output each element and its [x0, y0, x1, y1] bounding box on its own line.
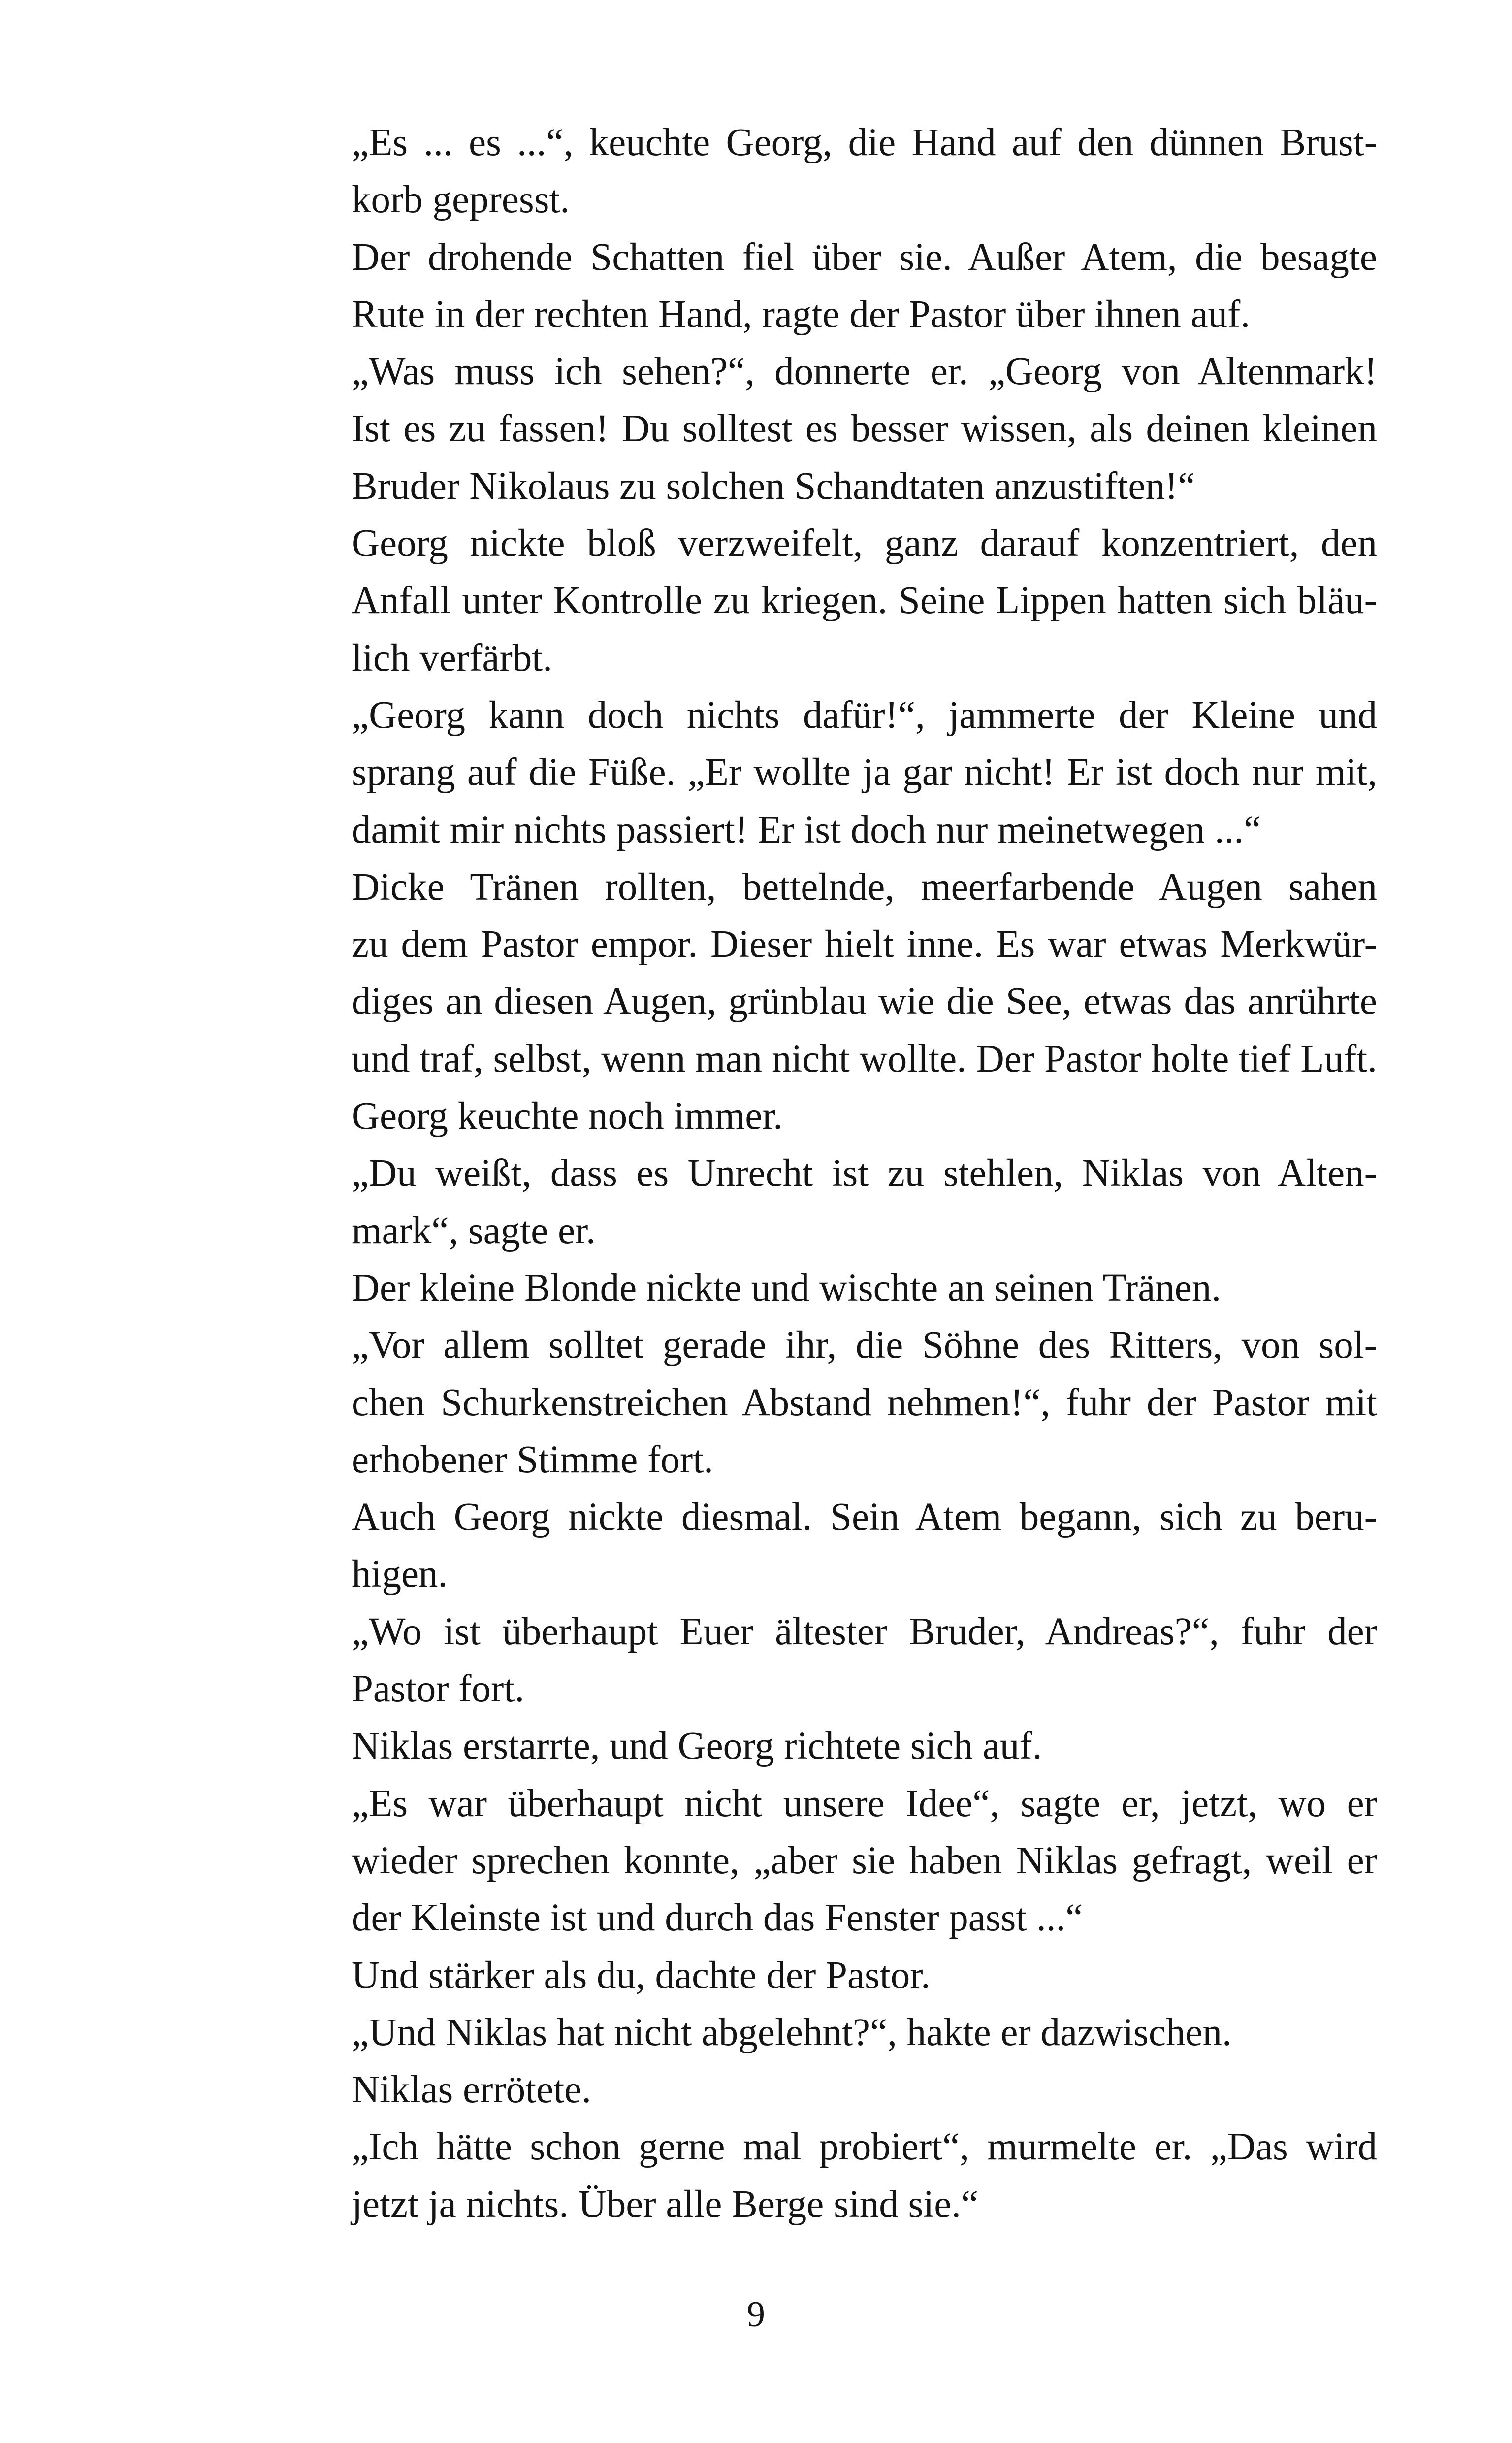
text-line: Der kleine Blonde nickte und wischte an seinen Tränen. — [352, 1266, 1222, 1309]
text-line: erhobener Stimme fort. — [352, 1438, 713, 1481]
paragraph — [294, 1260, 1377, 1317]
text-line: Georg keuchte noch immer. — [352, 1095, 783, 1138]
paragraph — [294, 2004, 1377, 2061]
paragraph — [294, 2118, 1377, 2233]
paragraph — [294, 229, 1377, 344]
paragraph — [294, 114, 1377, 229]
text-line: Bruder Nikolaus zu solchen Schandtaten anzustiften!“ — [352, 464, 1195, 508]
paragraph — [294, 859, 1377, 1145]
paragraph — [294, 1718, 1377, 1775]
paragraph — [294, 1317, 1377, 1489]
text-line: „Wo ist überhaupt Euer ältester Bruder, Andreas?“, fuhr der — [352, 1610, 1377, 1653]
text-line: und traf, selbst, wenn man nicht wollte. Der Pastor holte tief Luft. — [352, 1037, 1377, 1080]
paragraph — [294, 1489, 1377, 1603]
text-line: Auch Georg nickte diesmal. Sein Atem begann, sich zu beru- — [352, 1496, 1377, 1539]
text-line: „Georg kann doch nichts dafür!“, jammerte der Kleine und — [352, 693, 1377, 737]
text-line: „Du weißt, dass es Unrecht ist zu stehlen, Niklas von Alten- — [352, 1152, 1377, 1195]
text-line: „Vor allem solltet gerade ihr, die Söhne des Ritters, von sol- — [352, 1324, 1377, 1367]
text-line: wieder sprechen konnte, „aber sie haben Niklas gefragt, weil er — [352, 1839, 1377, 1882]
text-line: diges an diesen Augen, grünblau wie die See, etwas das anrührte — [352, 980, 1377, 1023]
text-line: chen Schurkenstreichen Abstand nehmen!“, fuhr der Pastor mit — [352, 1381, 1377, 1424]
paragraph — [294, 2061, 1377, 2118]
text-line: „Und Niklas hat nicht abgelehnt?“, hakte er dazwischen. — [352, 2011, 1232, 2054]
text-line: der Kleinste ist und durch das Fenster passt ...“ — [352, 1896, 1083, 1940]
text-line: Pastor fort. — [352, 1667, 525, 1711]
text-line: Der drohende Schatten fiel über sie. Außer Atem, die besagte — [352, 235, 1377, 279]
text-line: sprang auf die Füße. „Er wollte ja gar nicht! Er ist doch nur mit, — [352, 751, 1377, 794]
paragraph — [294, 1603, 1377, 1718]
text-line: Anfall unter Kontrolle zu kriegen. Seine Lippen hatten sich bläu- — [352, 579, 1377, 622]
text-line: Rute in der rechten Hand, ragte der Pastor über ihnen auf. — [352, 293, 1251, 336]
text-line: Dicke Tränen rollten, bettelnde, meerfarbende Augen sahen — [352, 865, 1377, 909]
text-line: Ist es zu fassen! Du solltest es besser wissen, als deinen kleinen — [352, 407, 1377, 451]
text-line: korb gepresst. — [352, 178, 570, 222]
text-line: zu dem Pastor empor. Dieser hielt inne. Es war etwas Merkwür- — [352, 923, 1377, 966]
text-line: damit mir nichts passiert! Er ist doch nur meinetwegen ...“ — [352, 808, 1261, 851]
text-line: Niklas erstarrte, und Georg richtete sich auf. — [352, 1725, 1042, 1768]
text-line: lich verfärbt. — [352, 636, 552, 680]
text-line: „Es ... es ...“, keuchte Georg, die Hand auf den dünnen Brust- — [352, 121, 1377, 164]
text-line: Georg nickte bloß verzweifelt, ganz darauf konzentriert, den — [352, 522, 1377, 565]
text-line: „Ich hätte schon gerne mal probiert“, murmelte er. „Das wird — [352, 2125, 1377, 2169]
text-line: mark“, sagte er. — [352, 1209, 596, 1252]
paragraph — [294, 1947, 1377, 2004]
text-line: „Es war überhaupt nicht unsere Idee“, sagte er, jetzt, wo er — [352, 1782, 1377, 1825]
paragraph — [294, 687, 1377, 859]
paragraph — [294, 343, 1377, 515]
text-line: „Was muss ich sehen?“, donnerte er. „Georg von Altenmark! — [352, 350, 1377, 393]
text-line: jetzt ja nichts. Über alle Berge sind sie.“ — [352, 2182, 979, 2226]
page-number: 9 — [747, 2294, 765, 2335]
text-line: Und stärker als du, dachte der Pastor. — [352, 1954, 931, 1997]
paragraph — [294, 1775, 1377, 1947]
paragraph — [294, 515, 1377, 687]
paragraph — [294, 1145, 1377, 1260]
text-line: higen. — [352, 1553, 448, 1596]
text-block — [294, 114, 1377, 2233]
text-line: Niklas errötete. — [352, 2068, 591, 2112]
